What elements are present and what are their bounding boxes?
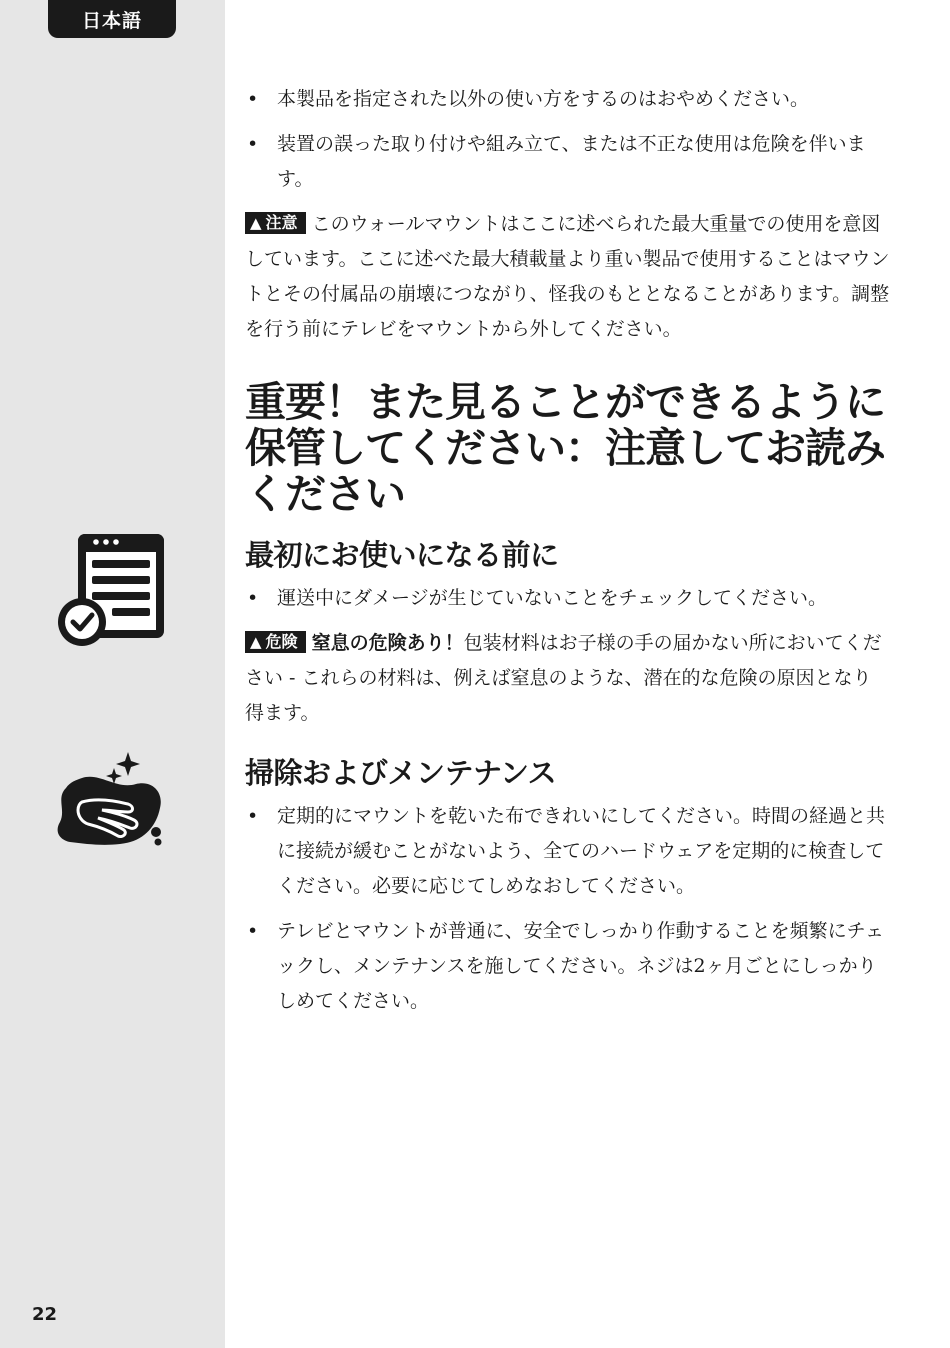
- warning-triangle-icon: ▲: [250, 633, 262, 651]
- list-item: • 運送中にダメージが生じていないことをチェックしてください。: [245, 581, 890, 616]
- caution-badge-label: 注意: [265, 213, 298, 232]
- warning-triangle-icon: ▲: [250, 214, 262, 232]
- main-content: [245, 82, 890, 1029]
- list-item: • 定期的にマウントを乾いた布できれいにしてください。時間の経過と共に接続が緩むことがないよう、全てのハードウェアを定期的に検査してください。必要に応じてしめなおしてください。: [245, 799, 890, 904]
- list-item: • テレビとマウントが普通に、安全でしっかり作動することを頻繁にチェックし、メンテナンスを施してください。ネジは2ヶ月ごとにしっかりしめてください。: [245, 914, 890, 1019]
- danger-notice: [245, 626, 890, 731]
- checklist-document-icon: [54, 528, 170, 646]
- list-item: • 装置の誤った取り付けや組み立て、または不正な使用は危険を伴います。: [245, 127, 890, 197]
- list-item: • 本製品を指定された以外の使い方をするのはおやめください。: [245, 82, 890, 117]
- danger-text: 包装材料はお子様の手の届かない所においてください - これらの材料は、例えば窒息のような、潜在的な危険の原因となり得ます。: [245, 632, 882, 724]
- danger-lead: 窒息の危険あり！: [311, 632, 464, 654]
- danger-badge: [245, 631, 306, 653]
- section-title-maintenance: 掃除およびメンテナンス: [245, 756, 557, 790]
- caution-notice: [245, 207, 890, 347]
- caution-text: このウォールマウントはここに述べられた最大重量での使用を意図しています。ここに述べた最大積載量より重い製品で使用することはマウントとその付属品の崩壊につながり、怪我のもととなることがあります。調整を行う前にテレビをマウントから外してください。: [245, 213, 890, 340]
- sidebar: [0, 0, 225, 1348]
- page-number: 22: [32, 1304, 58, 1325]
- cleaning-cloth-icon: [52, 750, 172, 850]
- section-title-before-use: 最初にお使いになる前に: [245, 538, 559, 572]
- caution-badge: [245, 212, 306, 234]
- main-heading: 重要！また見ることができるように保管してください：注意してお読みください: [245, 378, 885, 518]
- language-tab: 日本語: [48, 0, 176, 38]
- danger-badge-label: 危険: [265, 632, 298, 651]
